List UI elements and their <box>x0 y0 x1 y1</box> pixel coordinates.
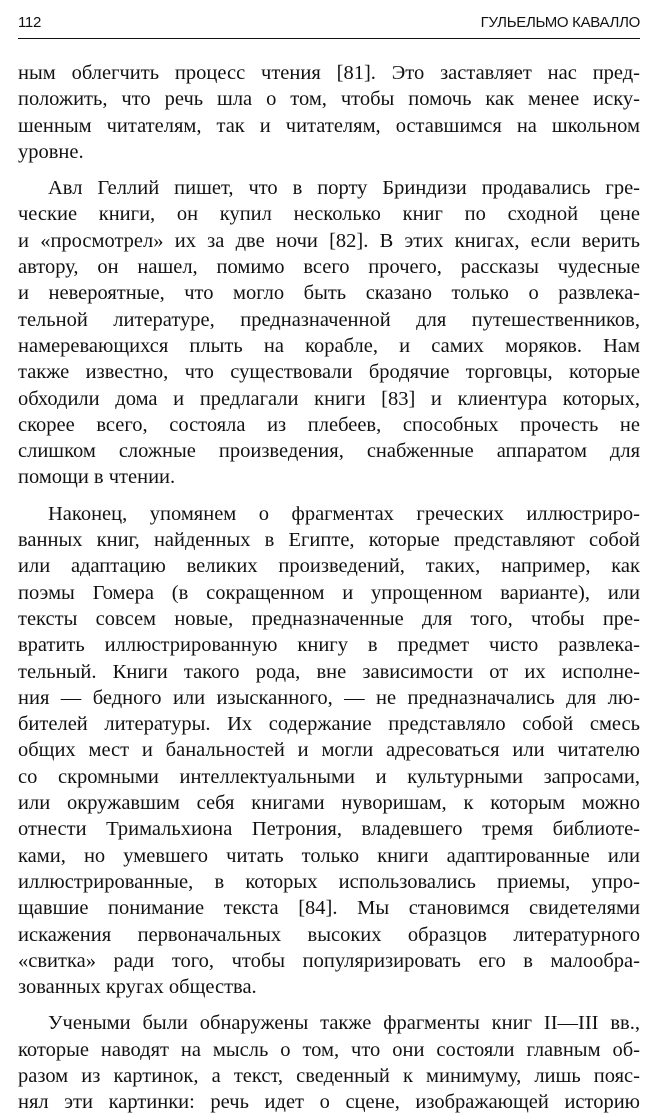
text-line: и «просмотрел» их за две ночи [82]. В этих книгах, если верить <box>18 229 640 252</box>
text-line: тельной литературе, предназначенной для путешественников, <box>18 308 640 331</box>
text-line: ным облегчить процесс чтения [81]. Это заставляет нас пред- <box>18 62 640 84</box>
text-line: и невероятные, что могло быть сказано только о развлека- <box>18 282 640 305</box>
text-line: или адаптацию великих произведений, таких, например, как <box>18 555 640 578</box>
text-line: ванных книг, найденных в Египте, которые представляют собой <box>18 529 640 552</box>
text-line: которые наводят на мысль о том, что они состояли главным об- <box>18 1038 640 1061</box>
paragraph <box>18 1010 640 1115</box>
page-number: 112 <box>18 14 42 31</box>
text-line: уровне. <box>18 140 84 163</box>
text-line: нял эти картинки: речь идет о сцене, изображающей историю <box>18 1091 640 1114</box>
text-line: поэмы Гомера (в сокращенном и упрощенном варианте), или <box>18 581 640 604</box>
text-line: ния — бедного или изысканного, — не предназначались для лю- <box>18 686 640 709</box>
text-line: также известно, что существовали бродячие торговцы, которые <box>18 361 640 384</box>
text-line: тельный. Книги такого рода, вне зависимости от их исполне- <box>18 660 640 683</box>
running-head: ГУЛЬЕЛЬМО КАВАЛЛО <box>480 14 640 31</box>
text-line: Учеными были обнаружены также фрагменты книг II—III вв., <box>48 1012 640 1035</box>
text-line: Наконец, упомянем о фрагментах греческих иллюстриро- <box>48 502 640 525</box>
text-line: вратить иллюстрированную книгу в предмет чисто развлека- <box>18 634 640 657</box>
text-line: слишком сложные произведения, снабженные аппаратом для <box>18 440 640 463</box>
text-line: со скромными интеллектуальными и культурными запросами, <box>18 765 640 788</box>
text-line: общих мест и банальностей и могли адресоваться или читателю <box>18 739 640 762</box>
text-line: намеревающихся плыть на корабле, и самих моряков. Нам <box>18 334 640 357</box>
text-line: щавшие понимание текста [84]. Мы становимся свидетелями <box>18 897 640 920</box>
text-line: отнести Тримальхиона Петрония, владевшего тремя библиоте- <box>18 818 640 841</box>
page-header <box>18 8 640 39</box>
text-line: шенным читателям, так и читателям, оставшимся на школьном <box>18 114 640 137</box>
text-line: иллюстрированные, в которых использовались приемы, упро- <box>18 870 640 893</box>
text-line: тексты совсем новые, предназначенные для того, чтобы пре- <box>18 607 640 630</box>
text-line: зованных кругах общества. <box>18 976 257 999</box>
text-line: обходили дома и предлагали книги [83] и клиентура которых, <box>18 387 640 410</box>
text-line: скорее всего, состояла из плебеев, способных прочесть не <box>18 413 640 436</box>
text-line: положить, что речь шла о том, чтобы помочь как менее иску- <box>18 88 640 111</box>
paragraph <box>18 175 640 491</box>
text-line: разом из картинок, а текст, сведенный к минимуму, лишь пояс- <box>18 1064 640 1087</box>
text-line: ческие книги, он купил несколько книг по сходной цене <box>18 203 640 226</box>
text-line: помощи в чтении. <box>18 466 176 489</box>
text-line: Авл Геллий пишет, что в порту Бриндизи продавались гре- <box>48 177 640 200</box>
text-line: автору, он нашел, помимо всего прочего, рассказы чудесные <box>18 256 640 279</box>
paragraph <box>18 501 640 1001</box>
text-line: искажения первоначальных высоких образцов литературного <box>18 923 640 946</box>
paragraph <box>18 60 640 165</box>
text-line: или окружавшим себя книгами нуворишам, к которым можно <box>18 792 640 815</box>
text-line: ками, но умевшего читать только книги адаптированные или <box>18 844 640 867</box>
text-line: бителей литературы. Их содержание представляло собой смесь <box>18 713 640 736</box>
body-text <box>18 60 640 1116</box>
text-line: «свитка» ради того, чтобы популяризировать его в малообра- <box>18 949 640 972</box>
